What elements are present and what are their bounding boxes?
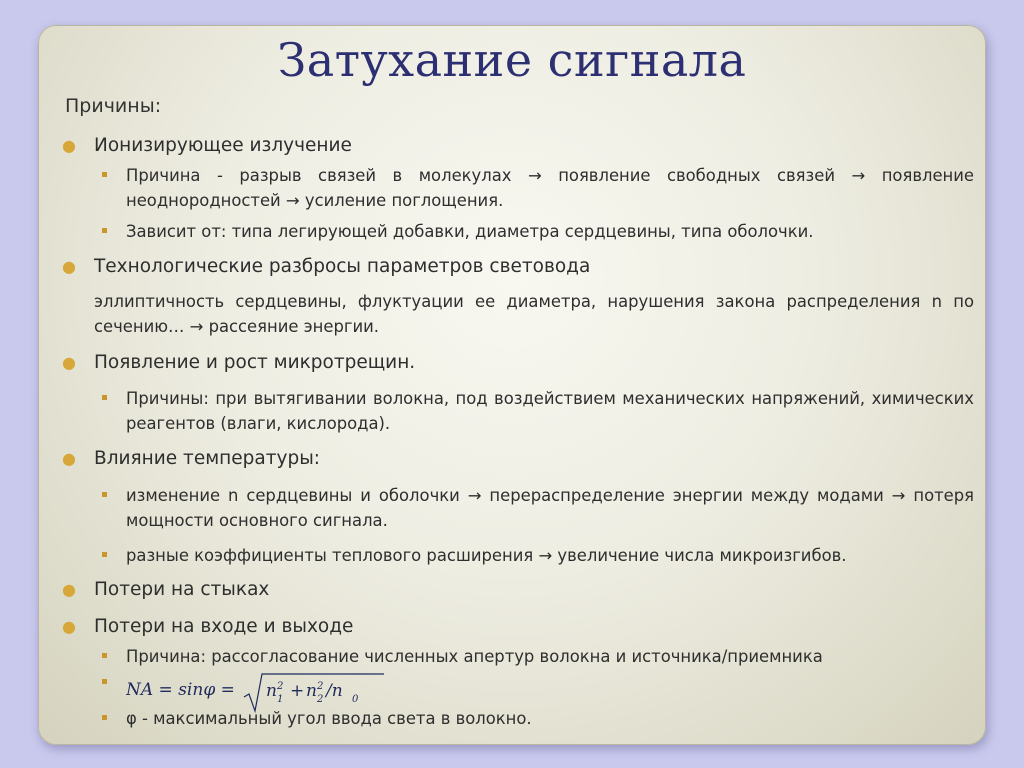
bullet-dot-icon: ● [62, 353, 76, 372]
square-bullet-icon [102, 228, 107, 233]
square-bullet-icon [102, 552, 107, 557]
slide [38, 25, 986, 745]
subitem-microcracks-causes: Причины: при вытягивании волокна, под воздействием механических напряжений, химических реагентов (влаги, кислорода). [102, 386, 974, 436]
technological-spread-details: эллиптичность сердцевины, флуктуации ее диаметра, нарушения закона распределения n по сечению… → рассеяние энергии. [94, 292, 974, 336]
subitem-ionizing-cause: Причина - разрыв связей в молекулах → появление свободных связей → появление неоднородностей → усиление поглощения. [102, 163, 974, 213]
bullet-dot-icon: ● [62, 449, 76, 468]
formula-n2-sub: 2 [317, 694, 324, 705]
formula-lhs: NA = sinφ = [126, 680, 235, 700]
slide-title: Затухание сигнала [277, 33, 747, 87]
bullet-temperature: ● Влияние температуры: [62, 446, 978, 472]
bullet-dot-icon: ● [62, 257, 76, 276]
subitem-temperature-index: изменение n сердцевины и оболочки → перераспределение энергии между модами → потеря мощности основного сигнала. [102, 483, 974, 533]
square-bullet-icon [102, 395, 107, 400]
bullet-splice-losses: ● Потери на стыках [62, 577, 978, 603]
bullet-dot-icon: ● [62, 580, 76, 599]
causes-heading: Причины: [65, 95, 162, 117]
square-bullet-icon [102, 492, 107, 497]
formula-svg [126, 671, 386, 715]
square-bullet-icon [102, 653, 107, 658]
formula-plus: + [290, 681, 305, 701]
formula-div: /n [326, 681, 343, 701]
formula-n1: n [266, 681, 277, 701]
formula-n1-sup: 2 [277, 681, 284, 692]
formula-n0-sub: 0 [352, 694, 359, 705]
square-bullet-icon [102, 172, 107, 177]
bullet-ionizing-radiation: ● Ионизирующее излучение [62, 133, 978, 159]
square-bullet-icon [102, 715, 107, 720]
square-bullet-icon [102, 679, 107, 684]
bullet-dot-icon: ● [62, 136, 76, 155]
subitem-io-cause: Причина: рассогласование численных апертур волокна и источника/приемника [102, 644, 974, 669]
subitem-temperature-expansion: разные коэффициенты теплового расширения → увеличение числа микроизгибов. [102, 543, 974, 568]
subitem-ionizing-depends: Зависит от: типа легирующей добавки, диаметра сердцевины, типа оболочки. [102, 219, 974, 244]
bullet-io-losses: ● Потери на входе и выходе [62, 614, 978, 640]
formula-n1-sub: 1 [277, 694, 284, 705]
bullet-dot-icon: ● [62, 617, 76, 636]
bullet-microcracks: ● Появление и рост микротрещин. [62, 350, 978, 376]
formula-n2-sup: 2 [317, 681, 324, 692]
subitem-phi-definition: φ - максимальный угол ввода света в волокно. [102, 706, 974, 731]
numerical-aperture-formula [126, 671, 386, 715]
bullet-technological-spread: ● Технологические разбросы параметров световода [62, 254, 978, 280]
formula-n2: n [306, 681, 317, 701]
